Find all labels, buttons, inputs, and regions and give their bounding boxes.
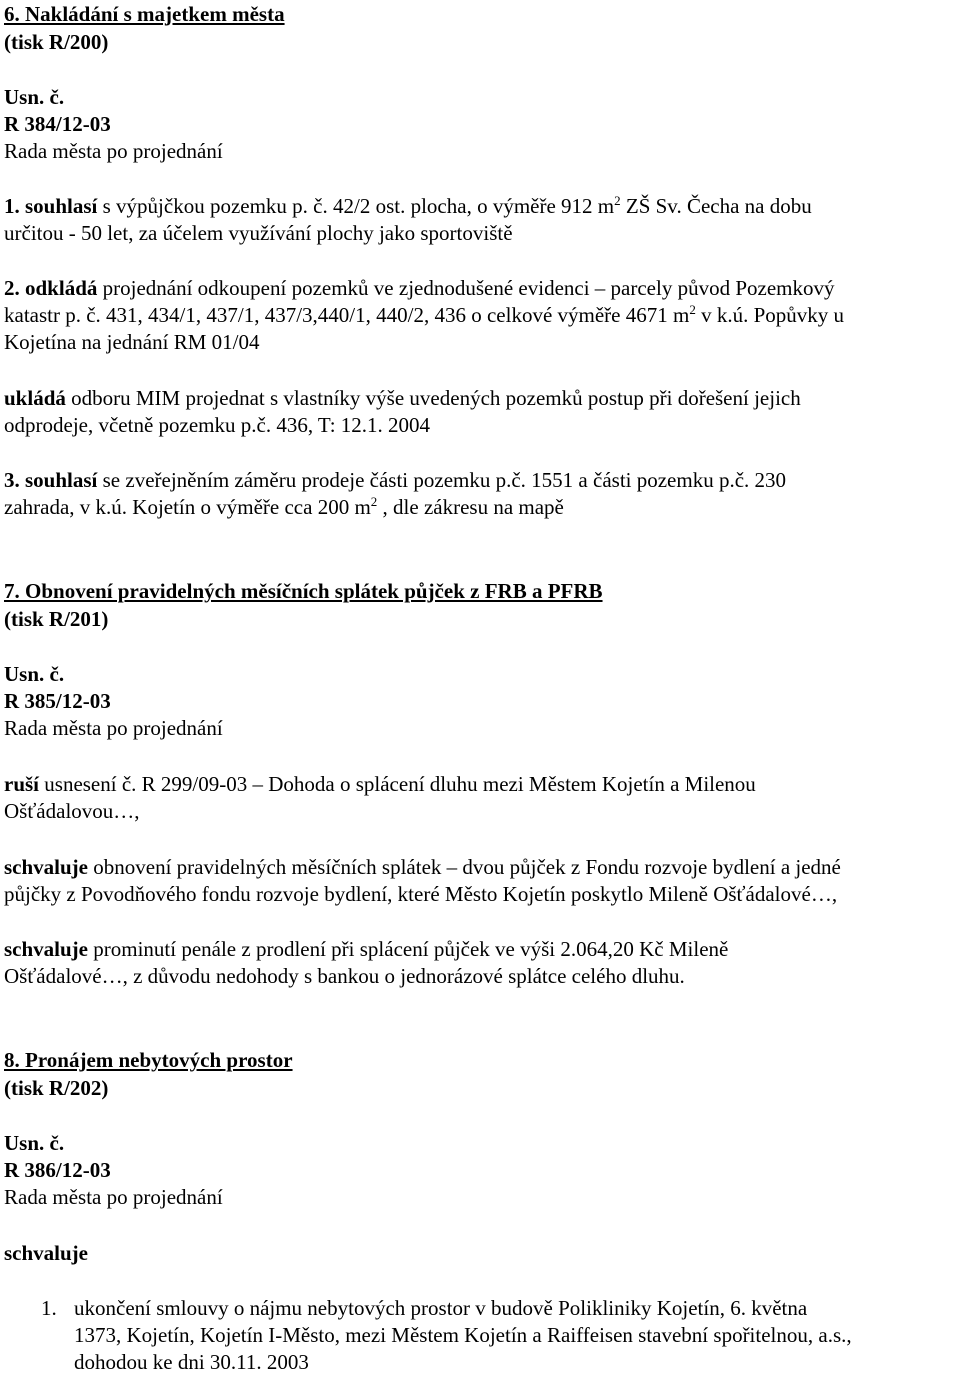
section-6-point-2-line-1: 2. odkládá projednání odkoupení pozemků ve zjednodušené evidenci – parcely původ Pozemkový [4, 276, 835, 300]
section-6-uklada-line-2: odprodeje, včetně pozemku p.č. 436, T: 12.1. 2004 [4, 413, 431, 437]
uklada-verb: ukládá [4, 386, 66, 410]
section-8-item-number: 1. [41, 1296, 57, 1320]
section-7-usn-label: Usn. č. [4, 662, 65, 686]
section-6-point-3-line-2: zahrada, v k.ú. Kojetín o výměře cca 200 $m^2$ , dle zákresu na mapě [4, 494, 564, 519]
section-7-heading: 7. Obnovení pravidelných měsíčních splátek půjček z FRB a PFRB [4, 579, 603, 603]
section-7-tisk: (tisk R/201) [4, 607, 109, 631]
section-6-point-2-line-3: Kojetína na jednání RM 01/04 [4, 330, 260, 354]
section-6-council-line: Rada města po projednání [4, 139, 223, 163]
point-1-verb: 1. souhlasí [4, 194, 98, 218]
section-7-schvaluje-2-line-2: Ošťádalové…, z důvodu nedohody s bankou o jednorázové splátce celého dluhu. [4, 964, 685, 988]
section-6-ukláda-line-1: ukládá odboru MIM projednat s vlastníky výše uvedených pozemků postup při dořešení jejich [4, 386, 801, 410]
section-6-point-2-line-2: katastr p. č. 431, 434/1, 437/1, 437/3,440/1, 440/2, 436 o celkové výměře 4671 $m^2$ v k.ú. Popůvky u [4, 302, 845, 327]
section-7-resolution-number: R 385/12-03 [4, 689, 111, 713]
section-7-schvaluje-1-line-1: schvaluje obnovení pravidelných měsíčních splátek – dvou půjček z Fondu rozvoje bydlení a jedné [4, 855, 841, 879]
section-6-usn-label: Usn. č. [4, 85, 65, 109]
section-6-point-3-line-1: 3. souhlasí se zveřejněním záměru prodeje části pozemku p.č. 1551 a části pozemku p.č. 230 [4, 468, 787, 492]
point-2-verb: 2. odkládá [4, 276, 98, 300]
section-8-council-line: Rada města po projednání [4, 1185, 223, 1209]
section-8-usn-label: Usn. č. [4, 1131, 65, 1155]
schvaluje-verb: schvaluje [4, 937, 88, 961]
section-8-item-line-1: ukončení smlouvy o nájmu nebytových prostor v budově Polikliniky Kojetín, 6. května [74, 1296, 808, 1320]
section-6-point-1-line-2: určitou - 50 let, za účelem využívání plochy jako sportoviště [4, 221, 513, 245]
section-8-item-line-3: dohodou ke dni 30.11. 2003 [74, 1350, 309, 1374]
section-7-schvaluje-2-line-1: schvaluje prominutí penále z prodlení při splácení půjček ve výši 2.064,20 Kč Mileně [4, 937, 729, 961]
section-7-schvaluje-1-line-2: půjčky z Povodňového fondu rozvoje bydlení, které Město Kojetín poskytlo Mileně Ošťádalové…, [4, 882, 838, 906]
section-8-schvaluje-verb: schvaluje [4, 1241, 88, 1265]
point-3-verb: 3. souhlasí [4, 468, 98, 492]
schvaluje-verb: schvaluje [4, 855, 88, 879]
rusi-verb: ruší [4, 772, 40, 796]
section-7-council-line: Rada města po projednání [4, 716, 223, 740]
section-6-tisk: (tisk R/200) [4, 30, 109, 54]
section-6-resolution-number: R 384/12-03 [4, 112, 111, 136]
section-8-heading: 8. Pronájem nebytových prostor [4, 1048, 293, 1072]
section-8-resolution-number: R 386/12-03 [4, 1158, 111, 1182]
section-7-rusi-line-2: Ošťádalovou…, [4, 799, 140, 823]
section-8-item-line-2: 1373, Kojetín, Kojetín I-Město, mezi Městem Kojetín a Raiffeisen stavební spořitelnou, a.s., [74, 1323, 852, 1347]
section-6-heading: 6. Nakládání s majetkem města [4, 2, 285, 26]
section-7-rusi-line-1: ruší usnesení č. R 299/09-03 – Dohoda o splácení dluhu mezi Městem Kojetín a Milenou [4, 772, 756, 796]
section-6-point-1-line-1: 1. souhlasí s výpůjčkou pozemku p. č. 42/2 ost. plocha, o výměře 912 $m^2$ ZŠ Sv. Čecha na dobu [4, 193, 812, 218]
section-8-tisk: (tisk R/202) [4, 1076, 109, 1100]
